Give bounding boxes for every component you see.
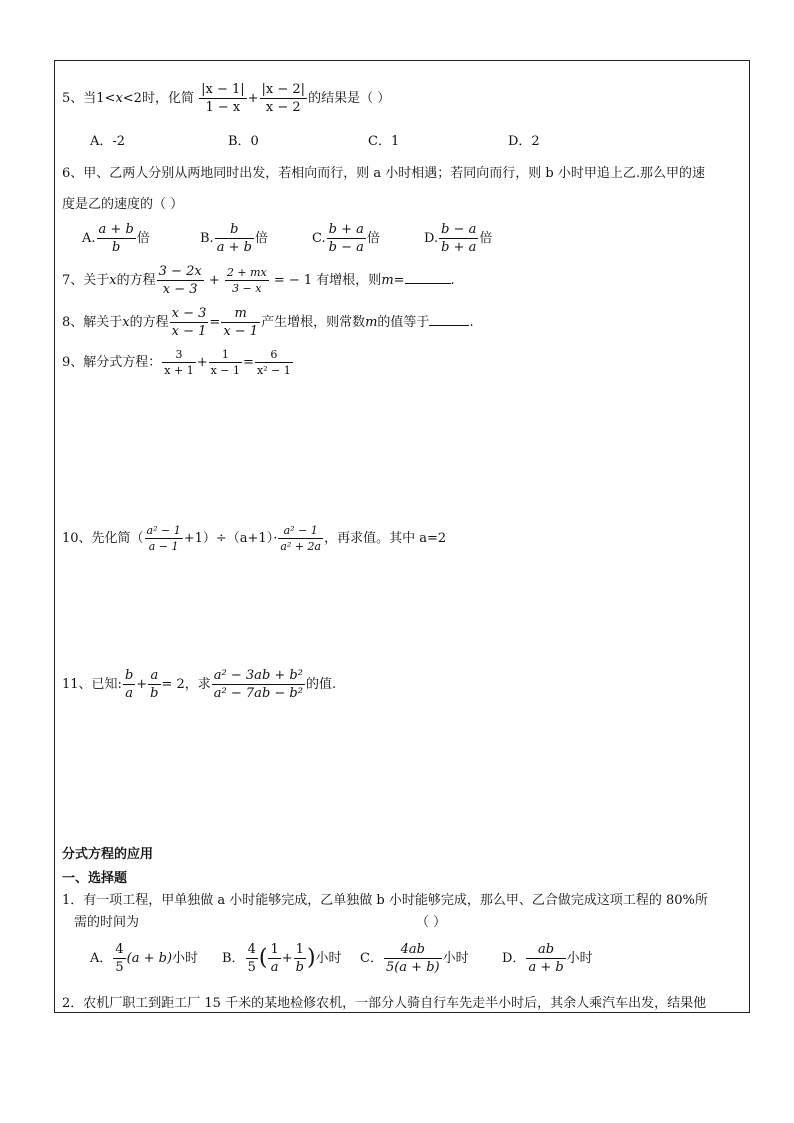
question-6-line2: 度是乙的速度的（ ） — [62, 197, 184, 212]
s1-option-c[interactable]: C． $\frac{4ab}{5(a + b)}$ 小时 — [360, 942, 469, 975]
s1-answer-paren[interactable]: （ ） — [416, 915, 447, 930]
s1-option-b[interactable]: B． $\frac{4}{5}$ ( $\frac{1}{a}$ + $\frac{1}{b}$ )小时 — [222, 942, 342, 975]
q6-option-c[interactable]: C. $\frac{b + a}{b - a}$ 倍 — [312, 222, 380, 255]
question-11: 11、已知: $\frac{b}{a}$ + $\frac{a}{b}$ = 2，求 $\frac{\text{a² − 3ab + b²}}{\text{a² − 7ab − b²}}$ 的值. — [62, 668, 337, 701]
q6-option-d[interactable]: D. $\frac{b - a}{b + a}$ 倍 — [424, 222, 493, 255]
question-9: 9、解分式方程： $\frac{3}{x + 1}$ + $\frac{1}{x - 1}$ = $\frac{6}{\text{x² − 1}}$ — [62, 348, 291, 377]
answer-blank[interactable] — [429, 325, 469, 326]
s1-option-d[interactable]: D． $\frac{ab}{a + b}$ 小时 — [502, 942, 593, 975]
q5-option-c[interactable]: C．1 — [368, 134, 400, 149]
section-title: 分式方程的应用 — [62, 847, 154, 862]
question-6-line1: 6、甲、乙两人分别从两地同时出发，若相向而行，则 a 小时相遇；若同向而行，则 b 小时甲追上乙.那么甲的速 — [62, 166, 706, 181]
q5-option-d[interactable]: D．2 — [508, 134, 540, 149]
q5-option-a[interactable]: A．-2 — [90, 134, 126, 149]
question-8: 8、解关于x的方程 $\frac{x - 3}{x - 1}$ = $\frac{m}{x - 1}$ 产生增根，则常数m的值等于 . — [62, 306, 474, 339]
question-7: 7、关于x的方程 $\frac{3 - 2x}{x - 3}$ + $\frac{2 + mx}{3 - x}$ = − 1 有增根，则m= . — [62, 264, 455, 297]
question-10: 10、先化简（ $\frac{\text{a² − 1}}{a - 1}$ +1）÷（a+1）· $\frac{\text{a² − 1}}{\text{a² + 2a}}$ ，再求值。其中 a=2 — [62, 524, 447, 553]
answer-blank[interactable] — [405, 283, 451, 284]
s1-line1: 1．有一项工程，甲单独做 a 小时能够完成，乙单独做 b 小时能够完成，那么甲、乙合做完成这项工程的 80%所 — [62, 893, 708, 908]
s1-line2: 需的时间为 — [74, 915, 140, 930]
s2-line1: 2．农机厂职工到距工厂 15 千米的某地检修农机，一部分人骑自行车先走半小时后，其余人乘汽车出发，结果他 — [62, 996, 707, 1011]
q6-option-b[interactable]: B. $\frac{b}{a + b}$ 倍 — [200, 222, 268, 255]
q6-option-a[interactable]: A. $\frac{a + b}{b}$ 倍 — [82, 222, 150, 255]
question-5: 5、当1<x<2时，化简 $\frac{|x - 1|}{1 - x}$ + $\frac{|x - 2|}{x - 2}$ 的结果是（ ） — [62, 82, 391, 115]
fraction: $\frac{|x - 1|}{1 - x}$ — [201, 82, 245, 115]
s1-option-a[interactable]: A． $\frac{4}{5}$ (a + b)小时 — [90, 942, 199, 975]
section-subtitle: 一、选择题 — [62, 871, 128, 886]
q5-option-b[interactable]: B．0 — [228, 134, 259, 149]
fraction: $\frac{|x - 2|}{x - 2}$ — [261, 82, 306, 115]
